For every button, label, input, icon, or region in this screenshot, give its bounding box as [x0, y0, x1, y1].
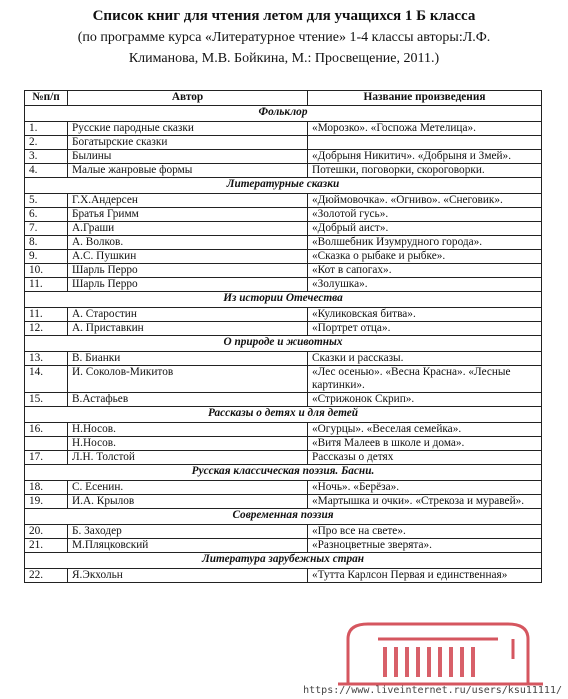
row-title: «Золотой гусь».: [308, 208, 542, 222]
section-heading: Фольклор: [25, 106, 542, 122]
table-body: [25, 106, 542, 583]
section-row: [25, 465, 542, 481]
section-heading: Современная поэзия: [25, 509, 542, 525]
row-number: 4.: [25, 164, 68, 178]
section-heading: О природе и животных: [25, 336, 542, 352]
row-title: «Мартышка и очки». «Стрекоза и муравей».: [308, 495, 542, 509]
row-title: «Портрет отца».: [308, 322, 542, 336]
section-heading: Из истории Отечества: [25, 292, 542, 308]
sewing-machine-logo: [308, 599, 568, 699]
row-author: М.Пляцковский: [68, 539, 308, 553]
table-row: [25, 569, 542, 583]
table-row: [25, 208, 542, 222]
row-author: А. Старостин: [68, 308, 308, 322]
row-author: Б. Заходер: [68, 525, 308, 539]
row-title: [308, 136, 542, 150]
table-row: [25, 481, 542, 495]
row-number: 8.: [25, 236, 68, 250]
row-author: Н.Носов.: [68, 437, 308, 451]
section-row: [25, 178, 542, 194]
book-list-table: [24, 90, 542, 583]
row-title: «Волшебник Изумрудного города».: [308, 236, 542, 250]
row-author: А.С. Пушкин: [68, 250, 308, 264]
row-number: 1.: [25, 122, 68, 136]
row-author: Г.Х.Андерсен: [68, 194, 308, 208]
section-heading: Литературные сказки: [25, 178, 542, 194]
column-header-author: Автор: [68, 91, 308, 106]
table-row: [25, 495, 542, 509]
row-number: 17.: [25, 451, 68, 465]
row-number: 11.: [25, 278, 68, 292]
row-number: 20.: [25, 525, 68, 539]
table-row: [25, 222, 542, 236]
row-number: 12.: [25, 322, 68, 336]
row-title: «Витя Малеев в школе и дома».: [308, 437, 542, 451]
table-row: [25, 164, 542, 178]
row-author: Н.Носов.: [68, 423, 308, 437]
table-header-row: [25, 91, 542, 106]
table-row: [25, 264, 542, 278]
section-row: [25, 509, 542, 525]
row-author: И.А. Крылов: [68, 495, 308, 509]
row-author: Богатырские сказки: [68, 136, 308, 150]
row-author: Русские пародные сказки: [68, 122, 308, 136]
row-title: «Дюймовочка». «Огниво». «Снеговик».: [308, 194, 542, 208]
row-number: 11.: [25, 308, 68, 322]
row-number: 19.: [25, 495, 68, 509]
table-row: [25, 236, 542, 250]
section-row: [25, 553, 542, 569]
row-author: В. Бианки: [68, 352, 308, 366]
row-author: А. Волков.: [68, 236, 308, 250]
row-author: Л.Н. Толстой: [68, 451, 308, 465]
row-title: «Огурцы». «Веселая семейка».: [308, 423, 542, 437]
table-row: [25, 437, 542, 451]
row-title: Рассказы о детях: [308, 451, 542, 465]
section-row: [25, 336, 542, 352]
table-row: [25, 366, 542, 393]
section-heading: Русская классическая поэзия. Басни.: [25, 465, 542, 481]
row-title: «Золушка».: [308, 278, 542, 292]
row-author: Малые жанровые формы: [68, 164, 308, 178]
row-title: «Разноцветные зверята».: [308, 539, 542, 553]
row-number: 22.: [25, 569, 68, 583]
row-author: В.Астафьев: [68, 393, 308, 407]
table-row: [25, 250, 542, 264]
section-row: [25, 292, 542, 308]
watermark-url: https://www.liveinternet.ru/users/ksu11111/: [303, 685, 562, 696]
row-title: «Про все на свете».: [308, 525, 542, 539]
row-number: 3.: [25, 150, 68, 164]
row-title: «Тутта Карлсон Первая и единственная»: [308, 569, 542, 583]
column-header-number: №п/п: [25, 91, 68, 106]
row-author: Братья Гримм: [68, 208, 308, 222]
row-number: 2.: [25, 136, 68, 150]
row-number: 9.: [25, 250, 68, 264]
row-author: Шарль Перро: [68, 264, 308, 278]
section-row: [25, 407, 542, 423]
row-number: 7.: [25, 222, 68, 236]
row-author: Былины: [68, 150, 308, 164]
row-title: «Стрижонок Скрип».: [308, 393, 542, 407]
table-row: [25, 322, 542, 336]
row-title: Потешки, поговорки, скороговорки.: [308, 164, 542, 178]
table-row: [25, 451, 542, 465]
table-row: [25, 278, 542, 292]
table-row: [25, 352, 542, 366]
row-number: 13.: [25, 352, 68, 366]
row-number: 5.: [25, 194, 68, 208]
row-title: Сказки и рассказы.: [308, 352, 542, 366]
row-number: 6.: [25, 208, 68, 222]
document-subtitle-line2: Климанова, М.В. Бойкина, М.: Просвещение, 2011.): [128, 51, 440, 66]
row-author: С. Есенин.: [68, 481, 308, 495]
row-author: И. Соколов-Микитов: [68, 366, 308, 393]
row-author: А.Граши: [68, 222, 308, 236]
row-number: 10.: [25, 264, 68, 278]
document-subtitle-line1: (по программе курса «Литературное чтение» 1-4 классы авторы:Л.Ф.: [77, 30, 491, 45]
row-title: «Добрыня Никитич». «Добрыня и Змей».: [308, 150, 542, 164]
row-title: «Морозко». «Госпожа Метелица».: [308, 122, 542, 136]
table-row: [25, 150, 542, 164]
table-row: [25, 525, 542, 539]
row-title: «Добрый аист».: [308, 222, 542, 236]
column-header-title: Название произведения: [308, 91, 542, 106]
row-author: А. Приставкин: [68, 322, 308, 336]
row-number: 14.: [25, 366, 68, 393]
row-number: 16.: [25, 423, 68, 437]
section-row: [25, 106, 542, 122]
row-number: 15.: [25, 393, 68, 407]
table-row: [25, 423, 542, 437]
row-title: «Кот в сапогах».: [308, 264, 542, 278]
row-number: 21.: [25, 539, 68, 553]
row-title: «Куликовская битва».: [308, 308, 542, 322]
row-number: 18.: [25, 481, 68, 495]
table-row: [25, 308, 542, 322]
row-number: [25, 437, 68, 451]
table-row: [25, 194, 542, 208]
table-row: [25, 393, 542, 407]
row-author: Я.Экхольн: [68, 569, 308, 583]
row-title: «Ночь». «Берёза».: [308, 481, 542, 495]
row-author: Шарль Перро: [68, 278, 308, 292]
section-heading: Литература зарубежных стран: [25, 553, 542, 569]
row-title: «Сказка о рыбаке и рыбке».: [308, 250, 542, 264]
table-row: [25, 136, 542, 150]
row-title: «Лес осенью». «Весна Красна». «Лесные картинки».: [308, 366, 542, 393]
section-heading: Рассказы о детях и для детей: [25, 407, 542, 423]
table-row: [25, 539, 542, 553]
table-row: [25, 122, 542, 136]
document-title: Список книг для чтения летом для учащихся 1 Б класса: [92, 8, 476, 24]
